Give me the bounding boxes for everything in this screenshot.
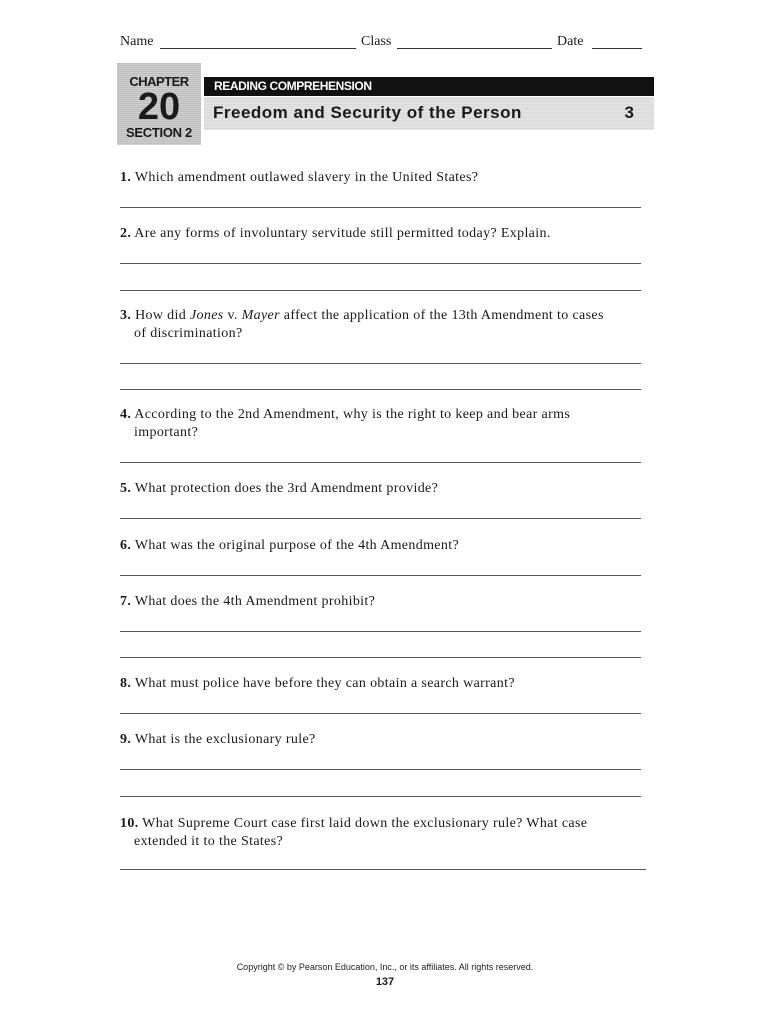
question-6: 6. What was the original purpose of the 4th Amendment? [120,538,460,553]
answer-line-5a[interactable] [120,518,641,519]
answer-line-7a[interactable] [120,631,641,632]
answer-line-3a[interactable] [120,363,641,364]
name-field[interactable] [160,48,356,49]
question-7: 7. What does the 4th Amendment prohibit? [120,594,376,609]
question-2: 2. Are any forms of involuntary servitude still permitted today? Explain. [120,226,551,241]
answer-line-3b[interactable] [120,389,641,390]
answer-line-8a[interactable] [120,713,641,714]
title-bar [204,97,654,130]
class-field[interactable] [397,48,552,49]
class-label: Class [361,34,392,49]
question-3: 3. How did Jones v. Mayer affect the application of the 13th Amendment to cases of discrimination? [120,308,604,341]
answer-line-9b[interactable] [120,796,641,797]
student-info-header [120,34,650,54]
answer-line-6a[interactable] [120,575,641,576]
worksheet-type-banner: READING COMPREHENSION [204,77,654,96]
page-title: Freedom and Security of the Person [213,103,522,122]
question-5: 5. What protection does the 3rd Amendment provide? [120,481,439,496]
page-number: 137 [375,976,395,988]
question-10: 10. What Supreme Court case first laid down the exclusionary rule? What case extended it to the States? [120,816,588,849]
question-9: 9. What is the exclusionary rule? [120,732,316,747]
date-field[interactable] [592,48,642,49]
question-4: 4. According to the 2nd Amendment, why is the right to keep and bear arms important? [120,407,571,440]
answer-line-10a[interactable] [120,869,646,870]
chapter-number: 20 [137,86,181,128]
answer-line-7b[interactable] [120,657,641,658]
answer-line-9a[interactable] [120,769,641,770]
copyright-notice: Copyright © by Pearson Education, Inc., or its affiliates. All rights reserved. [236,962,534,972]
answer-line-1a[interactable] [120,207,641,208]
date-label: Date [557,34,584,49]
chapter-section-badge [117,63,201,145]
answer-line-4a[interactable] [120,462,641,463]
question-1: 1. Which amendment outlawed slavery in the United States? [120,170,479,185]
lesson-number: 3 [624,103,634,122]
answer-line-2b[interactable] [120,290,641,291]
chapter-label: CHAPTER [129,74,189,89]
name-label: Name [120,34,154,49]
section-label: SECTION 2 [126,125,192,140]
question-8: 8. What must police have before they can obtain a search warrant? [120,676,515,691]
answer-line-2a[interactable] [120,263,641,264]
